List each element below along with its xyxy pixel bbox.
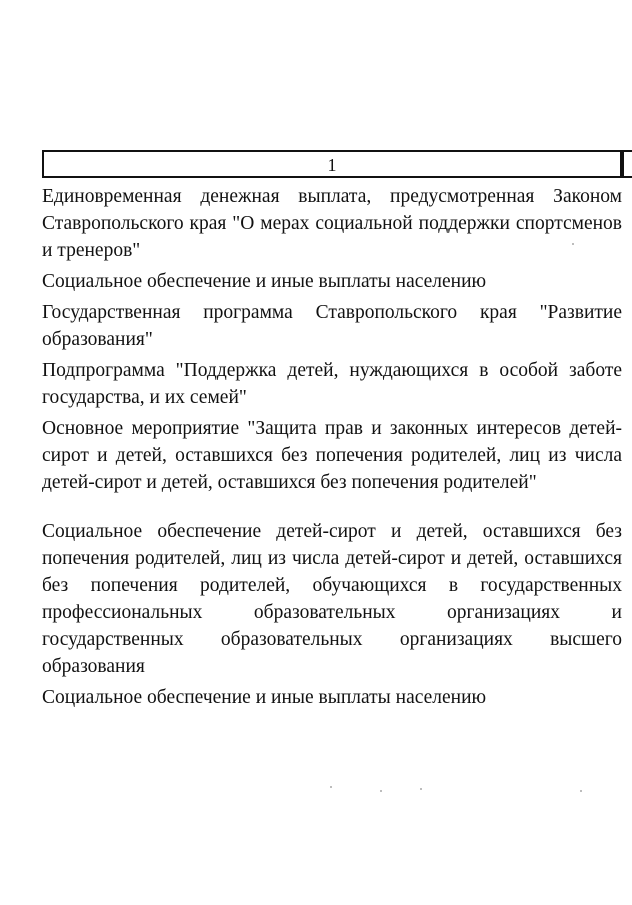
row-subprogram-child-support: Подпрограмма "Поддержка детей, нуждающихся в особой заботе государства, и их семей" <box>42 360 622 408</box>
table-header-cell <box>42 150 622 178</box>
scan-speck <box>580 790 582 792</box>
row-orphans-social-provision: Социальное обеспечение детей-сирот и детей, оставшихся без попечения родителей, лиц из числа детей-сирот и детей, оставшихся без попечения родителей, обучающихся в государственных профессиональных образовательных организациях и государственных образовательных организациях высшего образования <box>42 521 622 677</box>
row-one-time-payment: Единовременная денежная выплата, предусмотренная Законом Ставропольского края "О мерах социальной поддержки спортсменов и тренеров" <box>42 186 622 261</box>
table-rows <box>42 183 622 715</box>
scan-speck <box>380 790 382 792</box>
scan-speck <box>420 788 422 790</box>
table-header-next-cell <box>622 150 632 178</box>
row-social-payments: Социальное обеспечение и иные выплаты населению <box>42 271 487 292</box>
column-number: 1 <box>327 155 337 175</box>
row-state-program-education: Государственная программа Ставропольского края "Развитие образования" <box>42 302 622 350</box>
row-main-activity-orphans-rights: Основное мероприятие "Защита прав и законных интересов детей-сирот и детей, оставшихся без попечения родителей, лиц из числа детей-сирот и детей, оставшихся без попечения родителей" <box>42 418 622 493</box>
scan-speck <box>330 786 332 788</box>
row-social-payments-2: Социальное обеспечение и иные выплаты населению <box>42 687 487 708</box>
